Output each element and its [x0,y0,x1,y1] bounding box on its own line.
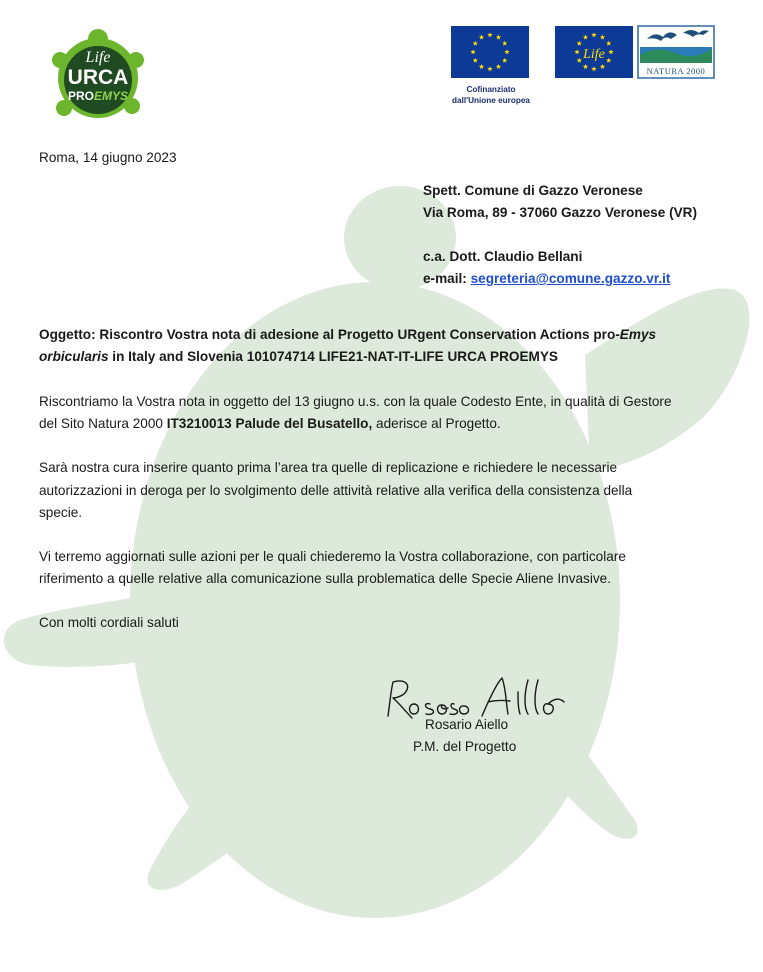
natura-2000-text: NATURA 2000 [646,66,706,76]
life-urca-proemys-logo [40,20,156,136]
logo-life-text: Life [85,49,111,66]
eu-star-icon [502,58,507,63]
para1-text-a: del Sito Natura 2000 [39,416,167,431]
eu-star-icon [606,41,611,46]
eu-star-icon [591,32,596,37]
date-line: Roma, 14 giugno 2023 [39,150,177,165]
signatory-role: P.M. del Progetto [413,739,517,754]
subject-text-a: Oggetto: Riscontro Vostra nota di adesione al Progetto URgent Conservation Actions pro- [39,327,620,342]
eu-star-icon [502,41,507,46]
para3-line1: Vi terremo aggiornati sulle azioni per le quali chiederemo la Vostra collaborazione, con particolare [39,549,626,564]
para2-line2: autorizzazioni in deroga per lo svolgimento delle attività relative alla verifica della consistenza della [39,483,633,498]
eu-star-icon [470,49,475,54]
eu-star-icon [496,64,501,69]
para1-text-b: aderisce al Progetto. [372,416,501,431]
recipient-email-line [423,268,670,290]
cofinanziato-caption [438,84,544,106]
subject-italic-emys: Emys [619,327,657,342]
closing-line: Con molti cordiali saluti [39,615,179,630]
natura-2000-logo [637,25,715,79]
para1-line1: Riscontriamo la Vostra nota in oggetto del 13 giugno u.s. con la quale Codesto Ente, in qualità di Gestore [39,394,672,409]
eu-star-icon [577,58,582,63]
email-label: e-mail: [423,271,471,286]
subject-italic-orbicularis: orbicularis [39,349,109,364]
para3-line2: riferimento a quelle relative alla comunicazione sulla problematica delle Specie Aliene Invasive. [39,571,612,586]
email-link[interactable]: segreteria@comune.gazzo.vr.it [470,271,671,286]
eu-star-icon [600,34,605,39]
eu-star-icon [496,34,501,39]
para2-line1: Sarà nostra cura inserire quanto prima l’area tra quelle di replicazione e richiedere le necessarie [39,460,618,475]
para1-line2 [39,413,501,435]
eu-star-icon [606,58,611,63]
para1-site-name: IT3210013 Palude del Busatello, [166,416,373,431]
cofinanziato-line2: dall'Unione europea [452,96,530,105]
eu-star-icon [473,58,478,63]
logo-urca-text: URCA [67,66,129,89]
eu-star-icon [487,32,492,37]
eu-star-icon [479,64,484,69]
eu-star-icon [608,49,613,54]
life-programme-flag-icon [555,26,633,78]
subject-line2 [39,346,558,368]
eu-star-icon [577,41,582,46]
eu-star-icon [583,64,588,69]
eu-star-icon [479,34,484,39]
eu-star-icon [504,49,509,54]
para2-line3: specie. [39,505,83,520]
eu-star-icon [583,34,588,39]
eu-star-icon [591,66,596,71]
eu-star-icon [473,41,478,46]
eu-star-icon [600,64,605,69]
eu-flag-icon [451,26,529,78]
recipient-line2: Via Roma, 89 - 37060 Gazzo Veronese (VR) [423,205,698,220]
logo-proemys-text: PROEMYS [67,89,129,103]
eu-star-icon [487,66,492,71]
recipient-attention: c.a. Dott. Claudio Bellani [423,249,583,264]
eu-star-icon [574,49,579,54]
subject-text-b: in Italy and Slovenia 101074714 LIFE21-NAT-IT-LIFE URCA PROEMYS [108,349,558,364]
cofinanziato-line1: Cofinanziato [466,85,516,94]
recipient-line1: Spett. Comune di Gazzo Veronese [423,183,643,198]
signatory-name: Rosario Aiello [425,717,509,732]
subject-line1 [39,324,656,346]
life-flag-text: Life [583,47,605,62]
